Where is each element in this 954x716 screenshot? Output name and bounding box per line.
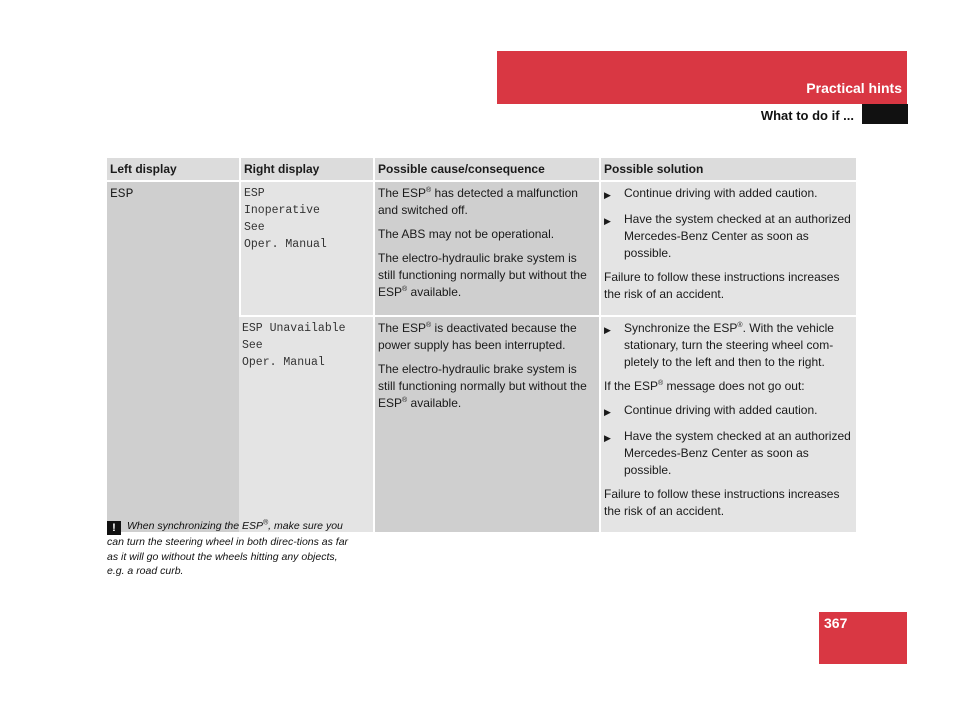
cause-text: The ESP: [378, 186, 427, 200]
left-display-text: ESP: [110, 186, 134, 201]
cause-text: The ESP: [378, 321, 427, 335]
registered-mark: ®: [658, 380, 664, 387]
solution-paragraph: [604, 269, 853, 303]
header-right-display: Right display: [239, 158, 373, 182]
solution-text: Synchronize the ESP: [624, 321, 738, 335]
bullet-triangle-icon: ▶: [604, 216, 611, 226]
solution-step-text: [624, 428, 853, 479]
registered-mark: ®: [426, 322, 432, 329]
solution-paragraph: [604, 486, 853, 520]
solution-step: [604, 185, 853, 204]
left-display-cell: [107, 182, 239, 532]
note-registered-mark: ®: [263, 519, 269, 527]
right-display-text: [244, 185, 370, 253]
header-cause: Possible cause/consequence: [373, 158, 599, 182]
cause-text: The ABS may not be operational.: [378, 227, 555, 241]
solution-text: Failure to follow these instructions increases the risk of an accident.: [604, 487, 840, 518]
table-header-row: [107, 158, 856, 182]
right-display-cell: [239, 182, 373, 315]
solution-text: If the ESP: [604, 379, 659, 393]
solution-text: Failure to follow these instructions increases the risk of an accident.: [604, 270, 840, 301]
solution-text: Have the system checked at an authorized Mercedes-Benz Center as soon as possible.: [624, 429, 851, 477]
solution-text: Have the system checked at an authorized Mercedes-Benz Center as soon as possible.: [624, 212, 851, 260]
bullet-triangle-icon: ▶: [604, 407, 611, 417]
display-line: Inoperative: [244, 204, 320, 217]
solution-text-cont: . With the vehicle stationary, turn the steering wheel com-pletely to the left and then to the right.: [624, 321, 834, 369]
solution-text-cont: message does not go out:: [663, 379, 805, 393]
cause-paragraph: [378, 320, 596, 354]
cause-text-cont: available.: [407, 285, 462, 299]
header-left-display: Left display: [107, 158, 239, 182]
display-line: Oper. Manual: [242, 356, 325, 369]
cause-text: The electro-hydraulic brake system is still functioning normally but without the ESP: [378, 362, 587, 410]
note-text-post: , make sure you can turn the steering wheel in both direc-tions as far as it will go without the wheels hitting any objects, e.g. a road curb.: [107, 520, 349, 577]
solution-step-text: [624, 402, 853, 421]
section-title: Practical hints: [806, 80, 902, 96]
solution-cell: [599, 182, 856, 315]
registered-mark: ®: [426, 187, 432, 194]
cause-cell: [373, 315, 599, 532]
esp-troubleshooting-table: [107, 158, 856, 532]
display-line: ESP Unavailable: [242, 322, 346, 335]
solution-step-text: [624, 320, 853, 371]
solution-text: Continue driving with added caution.: [624, 186, 818, 200]
solution-step: [604, 320, 853, 371]
cause-text-cont: is deactivated because the power supply has been interrupted.: [378, 321, 577, 352]
solution-cell: [599, 315, 856, 532]
cause-paragraph: [378, 185, 596, 219]
registered-mark: ®: [402, 286, 408, 293]
subsection-marker: [862, 104, 908, 124]
right-display-text: [242, 320, 370, 371]
subsection-title: What to do if ...: [760, 108, 854, 123]
cause-text-cont: has detected a malfunction and switched off.: [378, 186, 578, 217]
bullet-triangle-icon: ▶: [604, 190, 611, 200]
cause-paragraph: [378, 361, 596, 412]
table-row: [107, 182, 856, 315]
bullet-triangle-icon: ▶: [604, 325, 611, 335]
cause-paragraph: [378, 226, 596, 243]
warning-exclamation-icon: !: [107, 521, 121, 535]
note-text-pre: When synchronizing the ESP: [127, 520, 263, 532]
display-line: ESP: [244, 187, 265, 200]
solution-step: [604, 211, 853, 262]
cause-text-cont: available.: [407, 396, 462, 410]
header-solution: Possible solution: [599, 158, 856, 182]
solution-paragraph: [604, 378, 853, 395]
section-header-bar: [497, 51, 907, 104]
page-number: 367: [824, 615, 848, 631]
solution-step-text: [624, 185, 853, 204]
display-line: See: [244, 221, 265, 234]
display-line: Oper. Manual: [244, 238, 327, 251]
solution-step: [604, 402, 853, 421]
warning-note: [107, 519, 352, 579]
solution-step-text: [624, 211, 853, 262]
solution-step: [604, 428, 853, 479]
registered-mark: ®: [737, 322, 743, 329]
cause-text: The electro-hydraulic brake system is still functioning normally but without the ESP: [378, 251, 587, 299]
cause-paragraph: [378, 250, 596, 301]
cause-cell: [373, 182, 599, 315]
registered-mark: ®: [402, 397, 408, 404]
solution-text: Continue driving with added caution.: [624, 403, 818, 417]
right-display-cell: [239, 315, 373, 532]
display-line: See: [242, 339, 263, 352]
bullet-triangle-icon: ▶: [604, 433, 611, 443]
